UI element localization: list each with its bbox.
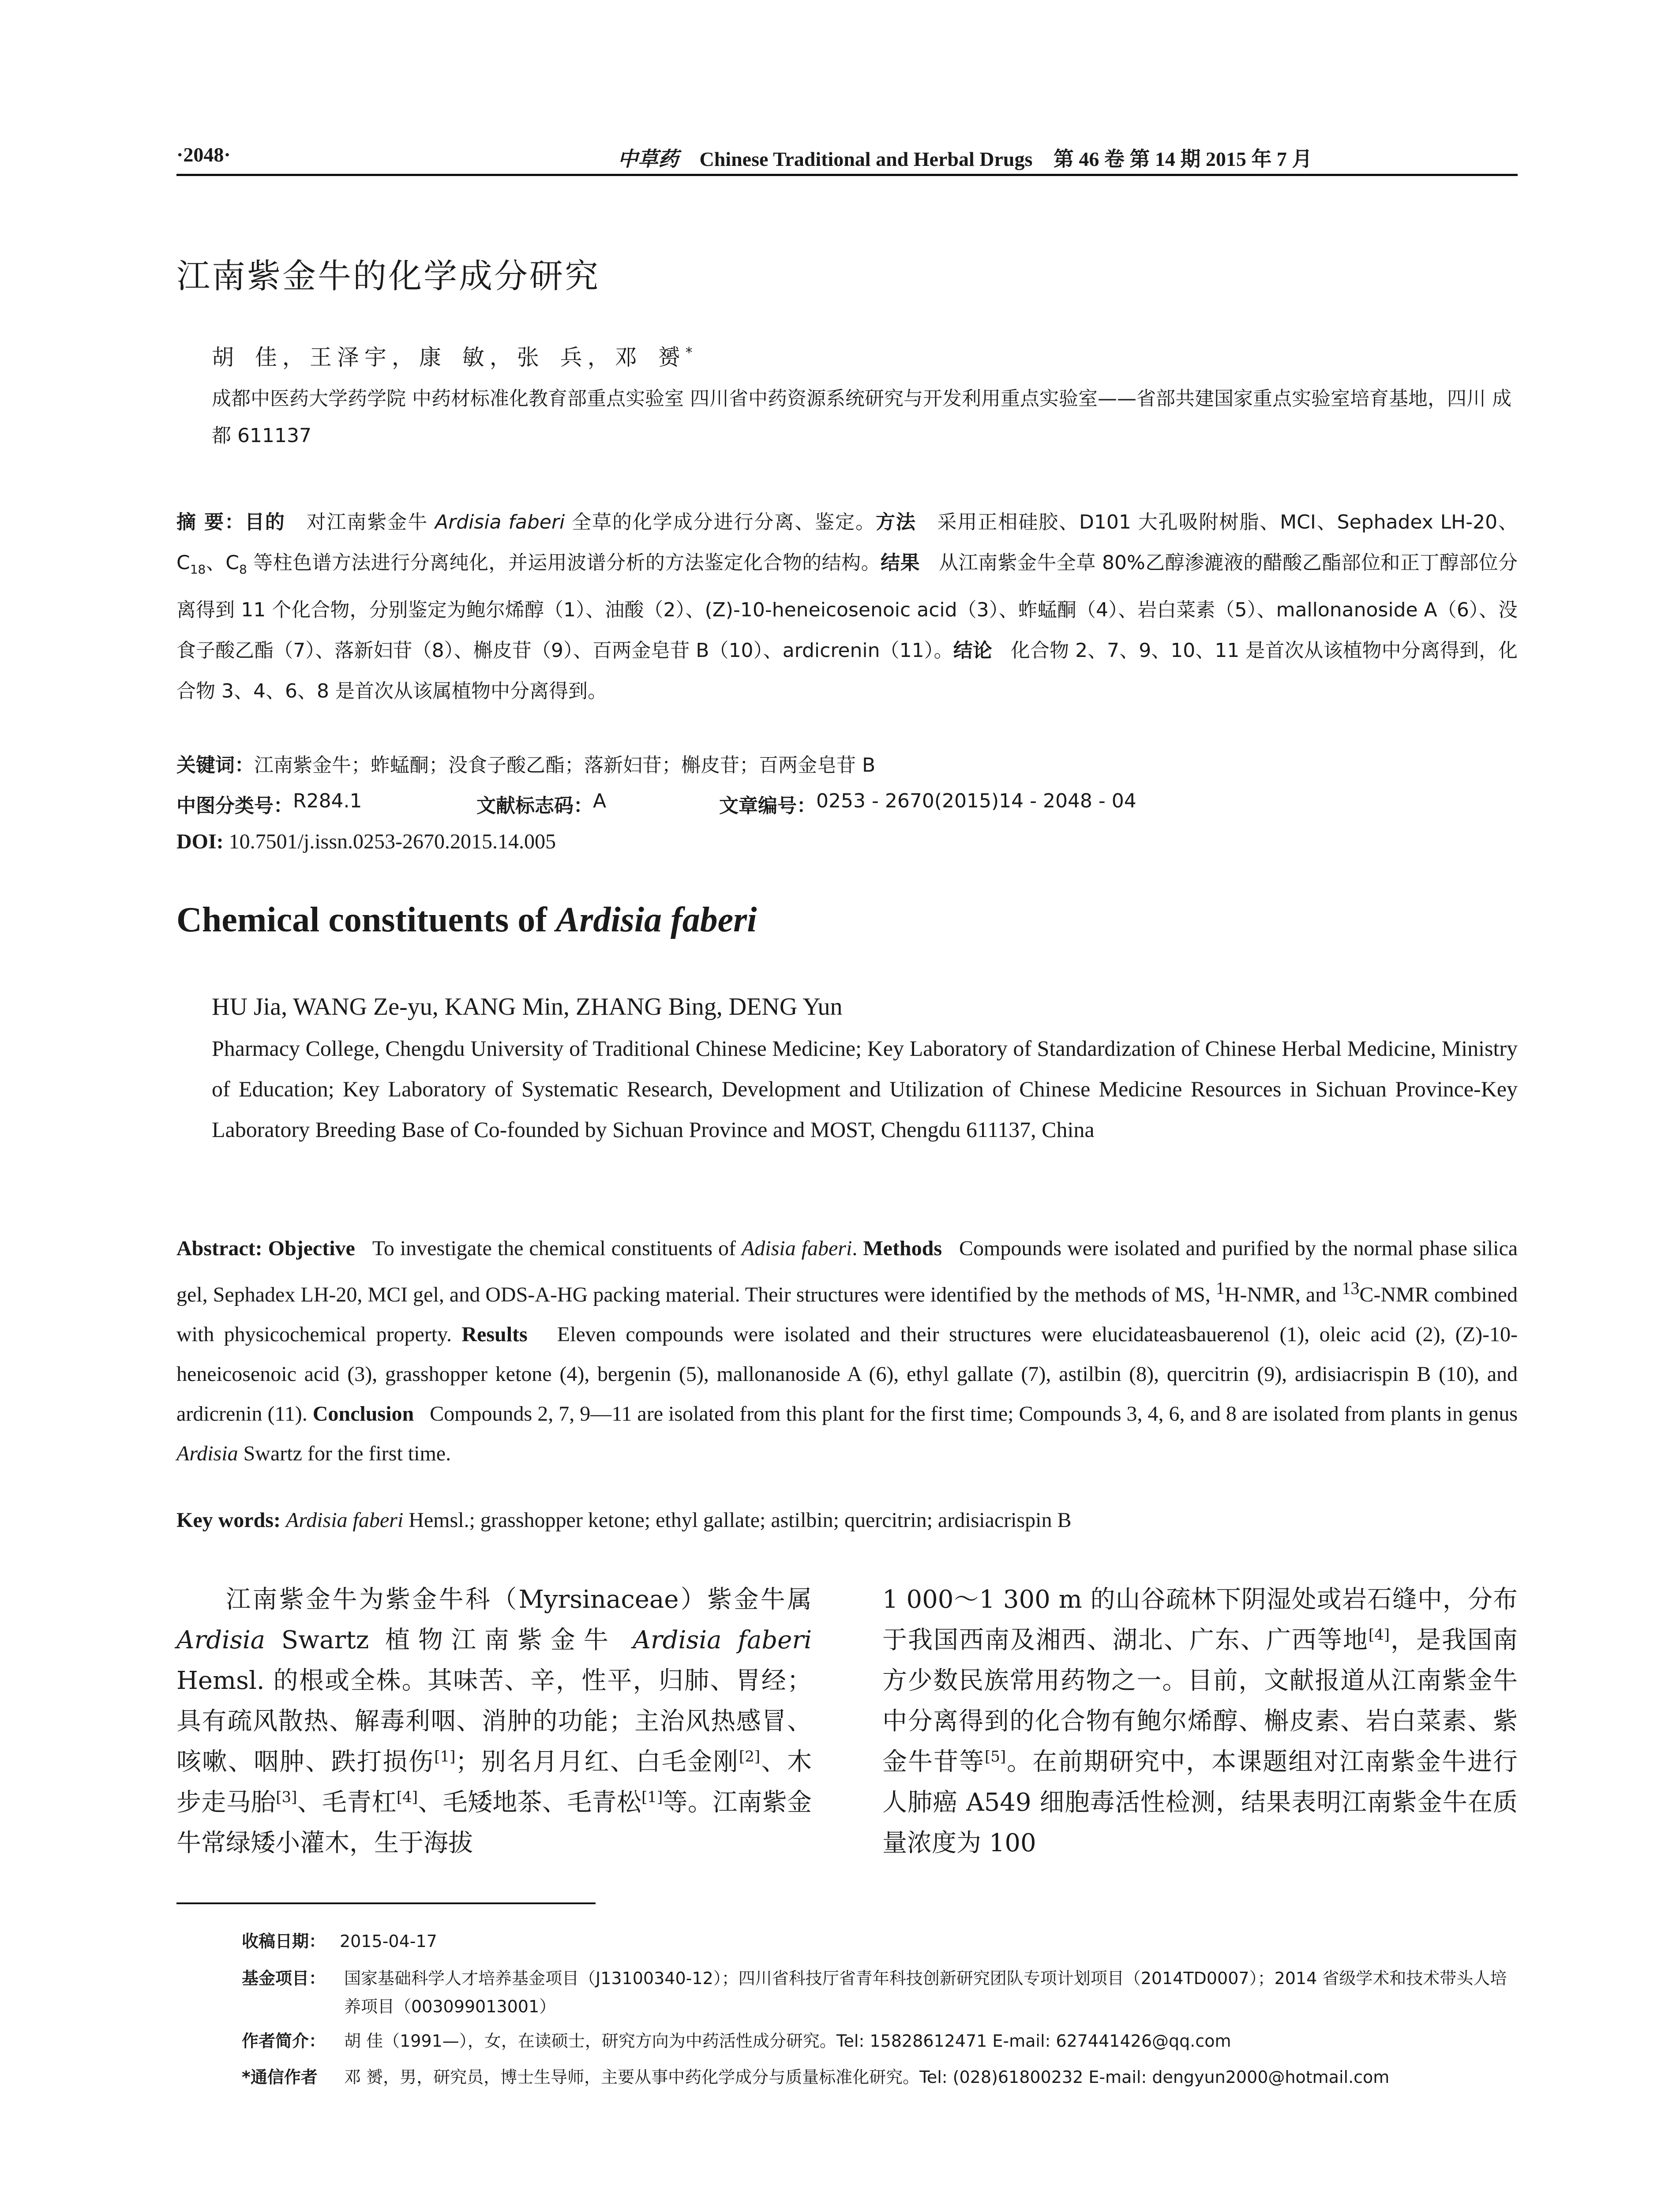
cn-conclusion-label: 结论 — [953, 639, 992, 662]
doc-code-value: A — [593, 790, 607, 812]
citation-ref[interactable]: [1] — [641, 1788, 663, 1806]
cn-results-label: 结果 — [881, 552, 920, 574]
corresponding-mark: * — [685, 344, 693, 361]
journal-name-en: Chinese Traditional and Herbal Drugs — [699, 148, 1033, 170]
doi-label: DOI: — [176, 830, 224, 853]
body-column-left — [176, 1579, 812, 1864]
body-text: Swartz 植物江南紫金牛 — [281, 1626, 617, 1654]
cn-results-text: 从江南紫金牛全草 80%乙醇渗漉液的醋酸乙酯部位和正丁醇部位分离得到 11 个化合物，分别鉴定为鲍尔烯醇（1）、油酸（2）、(Z)-10-heneicosenoic acid（3）、蚱蜢酮（4）、岩白菜素（5）、mallonanoside A（6）、没食子酸乙酯（7）、落新妇苷（8）、槲皮苷（9）、百两金皂苷 B（10）、ardicrenin（11）。 — [176, 552, 1518, 662]
en-affiliation: Pharmacy College, Chengdu University of Traditional Chinese Medicine; Key Laboratory of Standardization of Chinese Herbal Medicine, Ministry of Education; Key Laboratory of Systematic Research, Development and Utilization of Chinese Medicine Resources in Sichuan Province-Key Laboratory Breeding Base of Co-founded by Sichuan Province and MOST, Chengdu 611137, China — [212, 1036, 1518, 1142]
footnote-received-value: 2015-04-17 — [340, 1932, 437, 1951]
doc-code-label: 文献标志码： — [476, 795, 593, 817]
en-title — [176, 900, 757, 940]
en-abstract-label: Abstract: Objective — [176, 1237, 355, 1260]
cn-author-names: 胡 佳，王泽宇，康 敏，张 兵，邓 赟 — [212, 345, 686, 370]
article-id-label: 文章编号： — [719, 795, 816, 817]
journal-name-cn: 中草药 — [618, 147, 679, 171]
en-methods-text-2: H-NMR, and — [1224, 1283, 1337, 1306]
doi-line — [176, 829, 556, 854]
cn-methods-label: 方法 — [875, 511, 916, 533]
journal-info — [618, 143, 1312, 172]
cn-methods-text-3: 等柱色谱方法进行分离纯化，并运用波谱分析的方法鉴定化合物的结构。 — [247, 552, 881, 574]
citation-ref[interactable]: [4] — [1368, 1626, 1390, 1644]
footnote-fund-label: 基金项目： — [242, 1969, 326, 1988]
en-methods-text-3: C-NMR combined with physicochemical property. — [176, 1283, 1518, 1346]
cn-affiliation: 成都中医药大学药学院 中药材标准化教育部重点实验室 四川省中药资源系统研究与开发利用重点实验室——省部共建国家重点实验室培育基地，四川 成都 611137 — [212, 387, 1511, 447]
cn-methods-text-2: 、C — [206, 552, 239, 574]
body-text: ，是我国南方少数民族常用药物之一。目前，文献报道从江南紫金牛中分离得到的化合物有鲍尔烯醇、槲皮素、岩白菜素、紫金牛苷等 — [882, 1626, 1518, 1776]
cn-authors — [212, 340, 693, 371]
en-methods-text: Compounds were isolated and purified by the normal phase silica gel, Sephadex LH-20, MCI gel, and ODS-A-HG packing material. Their structures were identified by the methods of MS, — [176, 1237, 1518, 1306]
footnote-received — [176, 1927, 1518, 1955]
footnote-author-value: 胡 佳（1991—），女，在读硕士，研究方向为中药活性成分研究。Tel: 15828612471 E-mail: 627441426@qq.com — [344, 2031, 1231, 2051]
page-number: ·2048· — [176, 143, 231, 166]
citation-ref[interactable]: [1] — [434, 1748, 456, 1766]
body-genus: Ardisia — [176, 1626, 266, 1654]
body-text: 、木步走马胎 — [176, 1748, 812, 1817]
footnote-corresponding — [176, 2063, 1518, 2091]
en-keywords-text: Hemsl.; grasshopper ketone; ethyl gallate; astilbin; quercitrin; ardisiacrispin B — [409, 1508, 1072, 1532]
article-id-value: 0253 - 2670(2015)14 - 2048 - 04 — [816, 790, 1136, 812]
footnote-received-label: 收稿日期： — [242, 1932, 326, 1951]
en-results-label: Results — [461, 1323, 528, 1346]
cn-objective-species: Ardisia faberi — [435, 511, 565, 533]
cn-conclusion-text: 化合物 2、7、9、10、11 是首次从该植物中分离得到，化合物 3、4、6、8 是首次从该属植物中分离得到。 — [176, 639, 1518, 702]
en-abstract: Abstract: Objective To investigate the chemical constituents of Adisia faberi. Methods Compounds were isolated and purified by the normal phase silica gel, Sephadex LH-20, MCI gel, and ODS-A-HG packing material. Their structures were identified by the methods of MS, $^1$H-NMR, and $^{13}$C-NMR combined with physicochemical property. Results Eleven compounds were isolated and their structures were elucidateasbauerenol (1), oleic acid (2), (Z)-10-heneicosenoic acid (3), grasshopper ketone (4), bergenin (5), mallonanoside A (6), ethyl gallate (7), astilbin (8), quercitrin (9), ardisiacrispin B (10), and ardicrenin (11). Conclusion Compounds 2, 7, 9—11 are isolated from this plant for the first time; Compounds 3, 4, 6, and 8 are isolated from plants in genus Ardisia Swartz for the first time. — [176, 1237, 1518, 1465]
en-conclusion-genus: Ardisia — [176, 1442, 238, 1465]
footnote-author-label: 作者简介： — [242, 2031, 326, 2051]
cn-methods-sub: 18 — [190, 562, 206, 577]
en-sup-13: 13 — [1342, 1278, 1360, 1298]
en-title-text: Chemical constituents of — [176, 900, 556, 939]
running-header — [176, 140, 1518, 171]
header-rule — [176, 174, 1518, 176]
cn-objective-text-2: 全草的化学成分进行分离、鉴定。 — [572, 511, 876, 533]
cn-methods-sub-2: 8 — [239, 562, 247, 577]
clc-label: 中图分类号： — [176, 795, 293, 817]
citation-ref[interactable]: [2] — [739, 1748, 761, 1766]
footnote-fund-value: 国家基础科学人才培养基金项目（J13100340-12）；四川省科技厅省青年科技创新研究团队专项计划项目（2014TD0007）；2014 省级学术和技术带头人培养项目（003099013001） — [344, 1969, 1507, 2016]
body-text: 江南紫金牛为紫金牛科（Myrsinaceae）紫金牛属 — [226, 1585, 812, 1614]
body-text: 、毛矮地茶、毛青松 — [418, 1788, 642, 1817]
cn-objective-label: 目的 — [245, 511, 285, 533]
en-keywords-label: Key words: — [176, 1508, 281, 1532]
body-text: Hemsl. 的根或全株。其味苦、辛，性平，归肺、胃经；具有疏风散热、解毒利咽、消肿的功能；主治风热感冒、咳嗽、咽肿、跌打损伤 — [176, 1666, 812, 1776]
en-title-species: Ardisia faberi — [555, 900, 757, 939]
cn-keywords-label: 关键词： — [176, 754, 254, 777]
cn-keywords-text: 江南紫金牛；蚱蜢酮；没食子酸乙酯；落新妇苷；槲皮苷；百两金皂苷 B — [254, 754, 876, 777]
cn-abstract-label: 摘 要： — [176, 511, 245, 533]
en-authors: HU Jia, WANG Ze-yu, KANG Min, ZHANG Bing, DENG Yun — [212, 993, 843, 1020]
footnote-rule — [176, 1902, 596, 1904]
footnote-author — [176, 2027, 1518, 2055]
en-objective-species: Adisia faberi — [741, 1237, 852, 1260]
cn-abstract — [176, 502, 1518, 712]
body-text: 等。江南紫金牛常绿矮小灌木，生于海拔 — [176, 1788, 812, 1857]
cn-keywords — [176, 749, 875, 777]
footnote-fund — [176, 1964, 1518, 2021]
doi-value: 10.7501/j.issn.0253-2670.2015.14.005 — [229, 830, 556, 853]
en-objective-text: To investigate the chemical constituents of — [372, 1237, 736, 1260]
en-conclusion-text: Compounds 2, 7, 9—11 are isolated from this plant for the first time; Compounds 3, 4, 6, and 8 are isolated from plants in genus — [430, 1402, 1518, 1426]
body-text: 。在前期研究中，本课题组对江南紫金牛进行人肺癌 A549 细胞毒活性检测，结果表明江南紫金牛在质量浓度为 100 — [882, 1748, 1518, 1857]
body-text: 、毛青杠 — [297, 1788, 397, 1817]
cn-methods-text: 采用正相硅胶、D101 大孔吸附树脂、MCI、Sephadex LH-20、C — [176, 511, 1518, 574]
citation-ref[interactable]: [4] — [396, 1788, 418, 1806]
footnote-corr-label: *通信作者 — [242, 2067, 318, 2087]
clc-value: R284.1 — [293, 790, 362, 812]
en-conclusion-label: Conclusion — [312, 1402, 414, 1426]
issue-info: 第 46 卷 第 14 期 2015 年 7 月 — [1053, 148, 1312, 170]
body-column-right — [882, 1579, 1518, 1864]
cn-title: 江南紫金牛的化学成分研究 — [176, 256, 600, 296]
body-text: ；别名月月红、白毛金刚 — [455, 1748, 739, 1776]
en-conclusion-text-2: Swartz for the first time. — [243, 1442, 451, 1465]
en-keywords-species: Ardisia faberi — [285, 1508, 404, 1532]
cn-classification-row — [176, 790, 1518, 816]
citation-ref[interactable]: [5] — [984, 1748, 1006, 1766]
citation-ref[interactable]: [3] — [276, 1788, 297, 1806]
en-methods-label: Methods — [863, 1237, 942, 1260]
footnote-corr-value: 邓 赟，男，研究员，博士生导师，主要从事中药化学成分与质量标准化研究。Tel: (028)61800232 E-mail: dengyun2000@hotmail.com — [344, 2067, 1390, 2087]
en-sup-1: 1 — [1215, 1278, 1225, 1298]
en-results-text: Eleven compounds were isolated and their structures were elucidateasbauerenol (1), oleic acid (2), (Z)-10-heneicosenoic acid (3), grasshopper ketone (4), bergenin (5), mallonanoside A (6), ethyl gallate (7), astilbin (8), quercitrin (9), ardisiacrispin B (10), and ardicrenin (11). — [176, 1323, 1518, 1426]
body-text: 1 000～1 300 m 的山谷疏林下阴湿处或岩石缝中，分布于我国西南及湘西、湖北、广东、广西等地 — [882, 1585, 1518, 1654]
cn-objective-text: 对江南紫金牛 — [306, 511, 428, 533]
en-keywords — [176, 1508, 1518, 1532]
body-species: Ardisia faberi — [633, 1626, 812, 1654]
